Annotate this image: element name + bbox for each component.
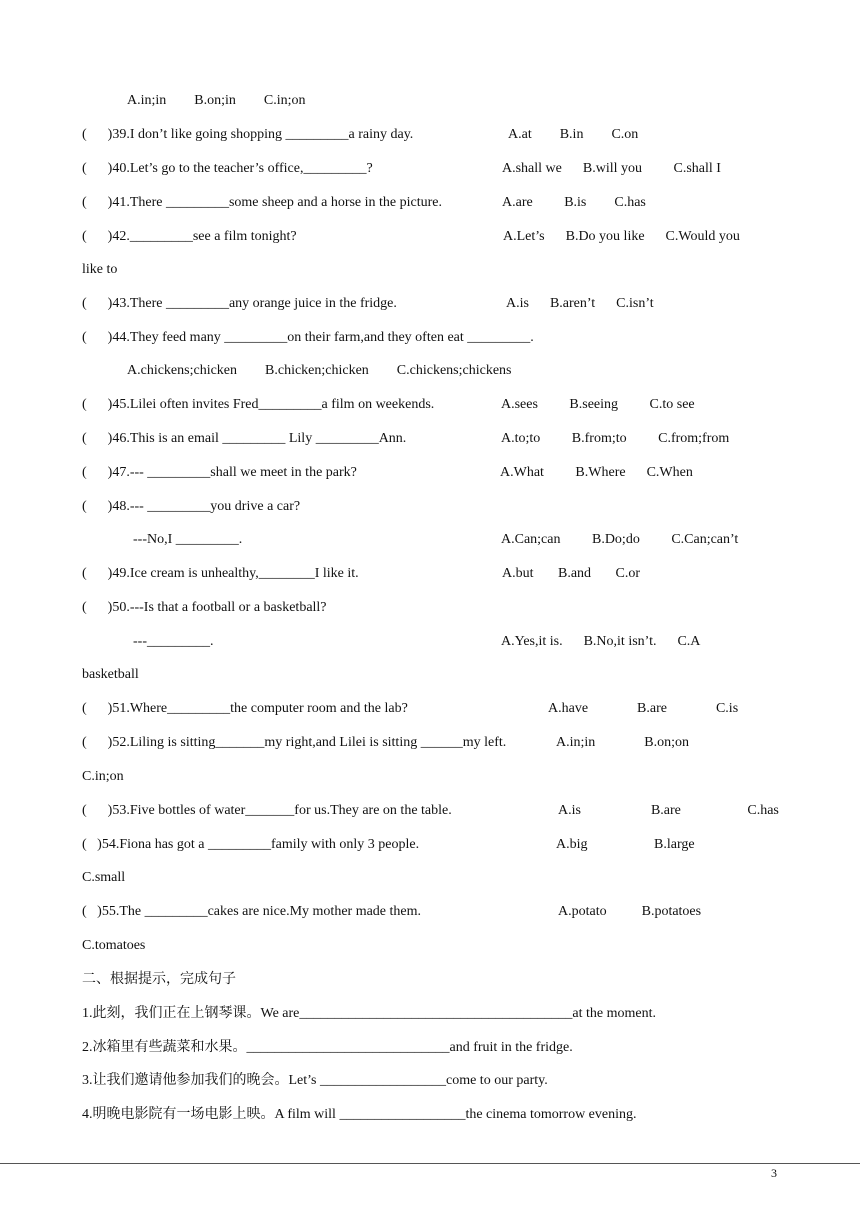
q43-stem: ( )43.There _________any orange juice in the fridge. (82, 296, 397, 311)
q49-stem: ( )49.Ice cream is unhealthy,________I like it. (82, 566, 359, 581)
q54-options: A.big B.large (556, 837, 695, 852)
q51-options: A.have B.are C.is (548, 701, 739, 716)
q48-stem: ( )48.--- _________you drive a car? (82, 499, 301, 514)
q38-options: A.in;in B.on;in C.in;on (127, 93, 306, 108)
q52-continuation: C.in;on (82, 769, 124, 784)
q48-reply: ---No,I _________. (133, 532, 243, 547)
q49-options: A.but B.and C.or (502, 566, 641, 581)
section-2-item-3: 3.让我们邀请他参加我们的晚会。Let’s __________________come to our party. (82, 1073, 548, 1088)
section-2-item-1: 1.此刻，我们正在上钢琴课。We are_______________________________________at the moment. (82, 1006, 656, 1021)
q41-options: A.are B.is C.has (502, 195, 646, 210)
q54-stem: ( )54.Fiona has got a _________family with only 3 people. (82, 837, 420, 852)
q39-stem: ( )39.I don’t like going shopping _________a rainy day. (82, 127, 414, 142)
q46-options: A.to;to B.from;to C.from;from (501, 431, 730, 446)
q51-stem: ( )51.Where_________the computer room and the lab? (82, 701, 408, 716)
section-2-item-2: 2.冰箱里有些蔬菜和水果。_____________________________and fruit in the fridge. (82, 1040, 573, 1055)
q44-stem: ( )44.They feed many _________on their farm,and they often eat _________. (82, 330, 534, 345)
q55-stem: ( )55.The _________cakes are nice.My mother made them. (82, 904, 422, 919)
q54-continuation: C.small (82, 870, 126, 885)
q47-stem: ( )47.--- _________shall we meet in the park? (82, 465, 357, 480)
q45-options: A.sees B.seeing C.to see (501, 397, 695, 412)
q50-reply: ---_________. (133, 634, 214, 649)
q50-stem: ( )50.---Is that a football or a basketball? (82, 600, 327, 615)
section-2-item-4: 4.明晚电影院有一场电影上映。A film will __________________the cinema tomorrow evening. (82, 1107, 637, 1122)
section-2-title: 二、根据提示，完成句子 (82, 972, 236, 987)
q44-options: A.chickens;chicken B.chicken;chicken C.chickens;chickens (127, 363, 512, 378)
q55-options: A.potato B.potatoes (558, 904, 702, 919)
q55-continuation: C.tomatoes (82, 938, 146, 953)
q50-options: A.Yes,it is. B.No,it isn’t. C.A (501, 634, 701, 649)
q52-stem: ( )52.Liling is sitting_______my right,and Lilei is sitting ______my left. (82, 735, 507, 750)
q42-continuation: like to (82, 262, 118, 277)
q52-options: A.in;in B.on;on (556, 735, 690, 750)
q43-options: A.is B.aren’t C.isn’t (506, 296, 654, 311)
q39-options: A.at B.in C.on (508, 127, 639, 142)
q42-options: A.Let’s B.Do you like C.Would you (503, 229, 740, 244)
page-number: 3 (771, 1166, 777, 1180)
q45-stem: ( )45.Lilei often invites Fred_________a film on weekends. (82, 397, 435, 412)
q47-options: A.What B.Where C.When (500, 465, 693, 480)
q40-stem: ( )40.Let’s go to the teacher’s office,_________? (82, 161, 373, 176)
q41-stem: ( )41.There _________some sheep and a horse in the picture. (82, 195, 443, 210)
q46-stem: ( )46.This is an email _________ Lily _________Ann. (82, 431, 407, 446)
q50-continuation: basketball (82, 667, 139, 682)
q53-stem: ( )53.Five bottles of water_______for us.They are on the table. (82, 803, 452, 818)
q42-stem: ( )42._________see a film tonight? (82, 229, 297, 244)
q40-options: A.shall we B.will you C.shall I (502, 161, 721, 176)
q48-options: A.Can;can B.Do;do C.Can;can’t (501, 532, 739, 547)
q53-options: A.is B.are C.has (558, 803, 779, 818)
footer-divider (0, 1163, 860, 1164)
